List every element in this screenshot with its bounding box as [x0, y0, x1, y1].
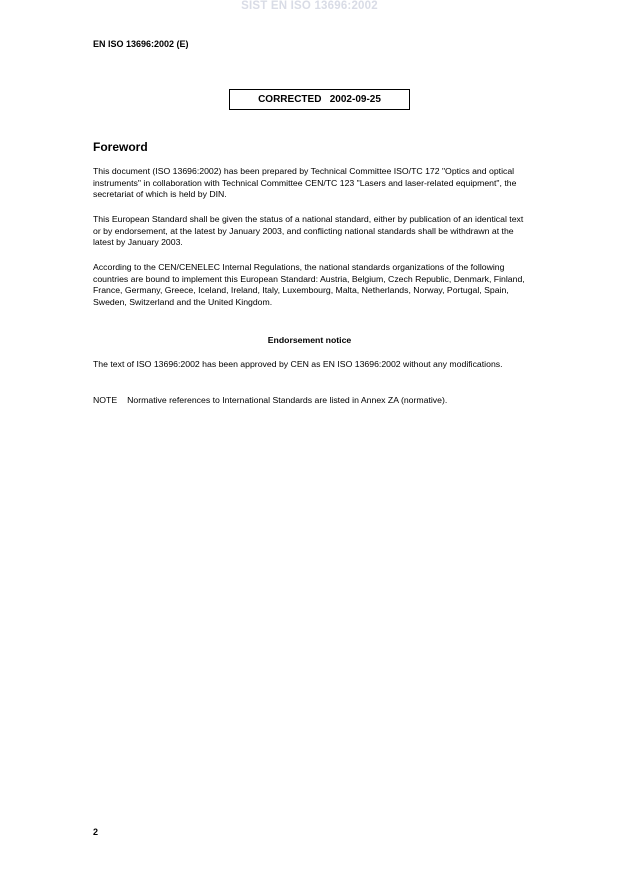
foreword-paragraph: According to the CEN/CENELEC Internal Regulations, the national standards organizations of the following countries are bound to implement this European Standard: Austria, Belgium, Czech Republic, Denmark, Finland, France, Germany, Greece, Iceland, Ireland, Italy, Luxembourg, Malta, Netherlands, Norway, Portugal, Spain, Sweden, Switzerland and the United Kingdom.: [93, 262, 525, 308]
endorsement-heading: Endorsement notice: [267, 335, 352, 345]
endorsement-text: The text of ISO 13696:2002 has been approved by CEN as EN ISO 13696:2002 without any modifications.: [93, 359, 503, 369]
note-text: Normative references to International Standards are listed in Annex ZA (normative).: [127, 395, 448, 405]
corrected-stamp: CORRECTED 2002-09-25: [229, 89, 410, 110]
page-number: 2: [93, 827, 99, 837]
foreword-paragraph: This document (ISO 13696:2002) has been prepared by Technical Committee ISO/TC 172 "Optics and optical instruments" in collaboration with Technical Committee CEN/TC 123 "Lasers and laser-related equipment", the secretariat of which is held by DIN.: [93, 166, 517, 200]
watermark: SIST EN ISO 13696:2002: [241, 0, 378, 12]
foreword-paragraph: This European Standard shall be given the status of a national standard, either by publication of an identical text or by endorsement, at the latest by January 2003, and conflicting national standards shall be withdrawn at the latest by January 2003.: [93, 214, 524, 248]
document-header: EN ISO 13696:2002 (E): [93, 39, 189, 49]
note: [93, 395, 447, 405]
foreword-heading: Foreword: [93, 140, 148, 154]
note-label: NOTE: [93, 395, 118, 405]
